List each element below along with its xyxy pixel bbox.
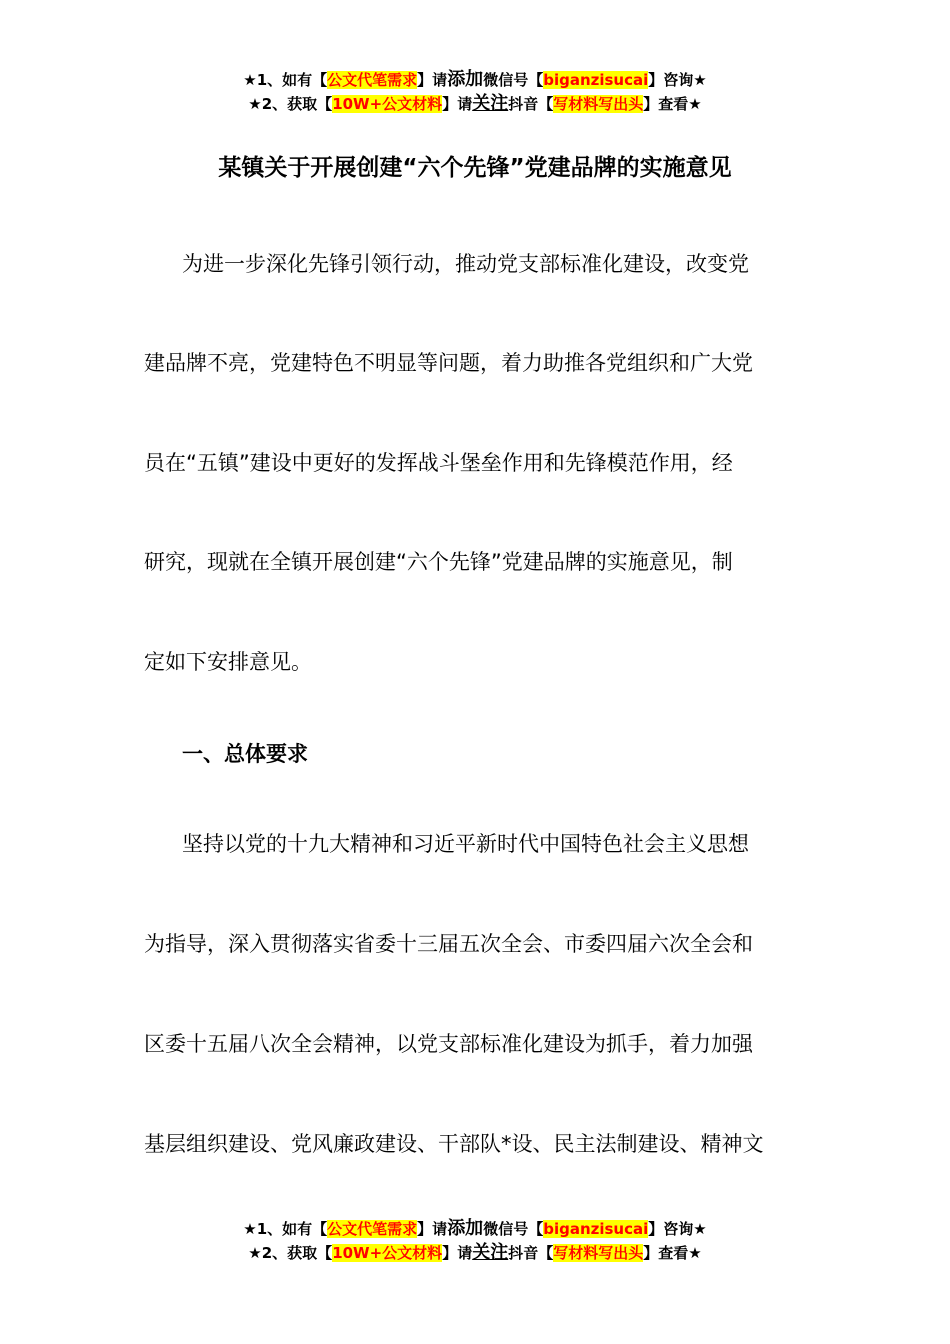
ad-line-2-emphasis: 关注 [472, 1242, 509, 1263]
ad-line-2-mid2: 抖音【 [508, 1244, 554, 1262]
ad-line-2-prefix: ★2、获取【 [248, 1244, 333, 1262]
ad-line-2-prefix: ★2、获取【 [248, 95, 333, 113]
paragraph-line: 研究，现就在全镇开展创建“六个先锋”党建品牌的实施意见，制 [144, 550, 733, 574]
ad-line-1-highlight-service: 公文代笔需求 [327, 1220, 418, 1238]
ad-line-1-wechat-id: biganzisucai [543, 1220, 649, 1238]
ad-line-1 [0, 1217, 950, 1241]
ad-line-2-mid1: 】请 [442, 1244, 473, 1262]
paragraph-line: 建品牌不亮，党建特色不明显等问题，着力助推各党组织和广大党 [144, 351, 753, 375]
ad-line-2 [0, 92, 950, 116]
ad-line-1-mid2: 微信号【 [483, 71, 544, 89]
ad-line-2-emphasis: 关注 [472, 93, 509, 114]
ad-line-1-prefix: ★1、如有【 [243, 71, 328, 89]
ad-line-2-douyin-account: 写材料写出头 [553, 95, 644, 113]
paragraph-line: 为指导，深入贯彻落实省委十三届五次全会、市委四届六次全会和 [144, 932, 753, 956]
ad-line-1-mid2: 微信号【 [483, 1220, 544, 1238]
ad-line-1-prefix: ★1、如有【 [243, 1220, 328, 1238]
ad-line-1-mid1: 】请 [417, 71, 448, 89]
paragraph-line: 员在“五镇”建设中更好的发挥战斗堡垒作用和先锋模范作用，经 [144, 451, 733, 475]
ad-line-1-suffix: 】咨询★ [648, 71, 707, 89]
ad-line-1-emphasis: 添加 [447, 69, 484, 90]
document-title: 某镇关于开展创建“六个先锋”党建品牌的实施意见 [218, 155, 732, 181]
paragraph-line: 为进一步深化先锋引领行动，推动党支部标准化建设，改变党 [182, 252, 749, 276]
ad-line-2-suffix: 】查看★ [643, 1244, 702, 1262]
paragraph-line: 基层组织建设、党风廉政建设、干部队*设、民主法制建设、精神文 [144, 1132, 764, 1156]
ad-line-1-highlight-service: 公文代笔需求 [327, 71, 418, 89]
paragraph-line: 定如下安排意见。 [144, 650, 312, 674]
section-heading-general-requirements: 一、总体要求 [182, 742, 308, 766]
paragraph-line: 坚持以党的十九大精神和习近平新时代中国特色社会主义思想 [182, 832, 749, 856]
ad-line-1-emphasis: 添加 [447, 1218, 484, 1239]
ad-line-2-suffix: 】查看★ [643, 95, 702, 113]
ad-line-1 [0, 68, 950, 92]
ad-line-1-mid1: 】请 [417, 1220, 448, 1238]
footer-ad-banner [0, 1217, 950, 1265]
ad-line-2 [0, 1241, 950, 1265]
ad-line-2-mid2: 抖音【 [508, 95, 554, 113]
paragraph-line: 区委十五届八次全会精神，以党支部标准化建设为抓手，着力加强 [144, 1032, 753, 1056]
ad-line-2-douyin-account: 写材料写出头 [553, 1244, 644, 1262]
ad-line-2-highlight-materials: 10W+公文材料 [332, 1244, 443, 1262]
ad-line-2-mid1: 】请 [442, 95, 473, 113]
header-ad-banner [0, 68, 950, 116]
ad-line-2-highlight-materials: 10W+公文材料 [332, 95, 443, 113]
ad-line-1-wechat-id: biganzisucai [543, 71, 649, 89]
ad-line-1-suffix: 】咨询★ [648, 1220, 707, 1238]
